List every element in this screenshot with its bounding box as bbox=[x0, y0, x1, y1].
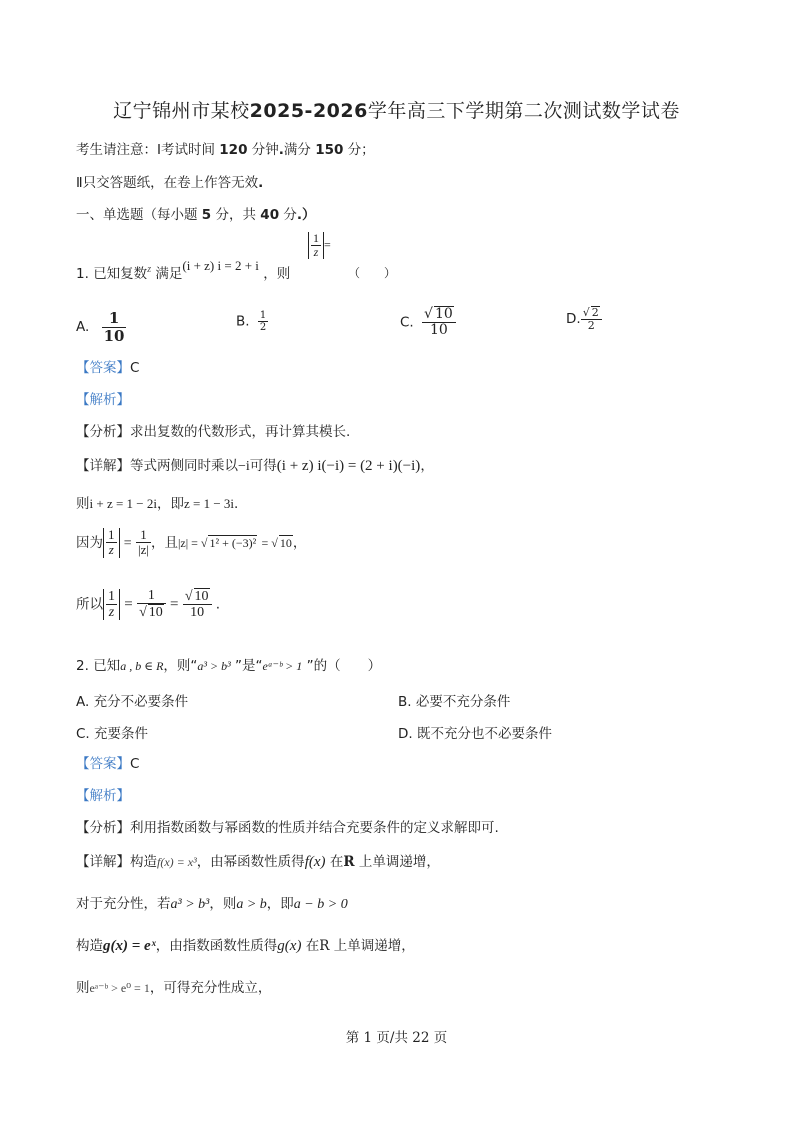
section-heading: 一、单选题（每小题 5 分，共 40 分.） bbox=[76, 207, 316, 223]
q1-option-d: D. $\frac{√ 2}{2}$ bbox=[566, 306, 602, 332]
q1-answer-blank: （ ） bbox=[348, 266, 397, 280]
q2-option-a: A. 充分不必要条件 bbox=[76, 694, 189, 710]
question-1: 1. 已知复数$^z$ 满足(i + z) i = 2 + i ，则 bbox=[76, 258, 291, 282]
q1-option-a: A. $\frac{1}{10}$ bbox=[76, 309, 125, 345]
notice-line-2: Ⅱ只交答题纸，在卷上作答无效. bbox=[76, 175, 264, 191]
q1-option-c: C. $\frac{√ 10}{10}$ bbox=[400, 306, 456, 339]
q2-detail-3: 构造g(x) = eˣ，由指数函数性质得g(x) 在R 上单调递增， bbox=[76, 938, 415, 954]
page-number: 第 1 页/共 22 页 bbox=[345, 1030, 448, 1046]
q2-answer: 【答案】C bbox=[76, 756, 140, 772]
q1-answer: 【答案】C bbox=[76, 360, 140, 376]
q1-condition: (i + z) i = 2 + i bbox=[182, 258, 259, 273]
q2-option-d: D. 既不充分也不必要条件 bbox=[398, 726, 552, 742]
question-2: 2. 已知a , b ∈ R，则“a³ > b³ ”是“eᵃ⁻ᵇ > 1 ”的（ ） bbox=[76, 658, 382, 674]
q1-jiexi: 【解析】 bbox=[76, 392, 130, 408]
q1-abs-frac: $\frac{1}{z}$ = bbox=[308, 232, 331, 259]
q1-option-b: B. $\frac{1}{2}$ bbox=[236, 310, 267, 333]
title-year: 2025-2026 bbox=[249, 100, 368, 122]
q2-option-c: C. 充要条件 bbox=[76, 726, 149, 742]
q2-detail-1: 【详解】构造f(x) = x³，由幂函数性质得f(x) 在R 上单调递增， bbox=[76, 854, 440, 870]
title-school: 辽宁锦州市某校 bbox=[113, 100, 250, 122]
q2-detail-2: 对于充分性，若a³ > b³，则a > b，即a − b > 0 bbox=[76, 896, 348, 912]
page-title bbox=[0, 96, 793, 123]
q1-detail-4: 所以 $\frac{1}{z}$ = $\frac{1}{√ 10}$ = $\frac{√ 10}{10}$ . bbox=[76, 588, 221, 621]
q2-jiexi: 【解析】 bbox=[76, 788, 130, 804]
title-exam: 学年高三下学期第二次测试数学试卷 bbox=[367, 100, 680, 122]
q1-detail-2: 则i + z = 1 − 2i，即z = 1 − 3i. bbox=[76, 496, 239, 512]
q1-detail-3: 因为 $\frac{1}{z}$ = $\frac{1}{|z|}$ ，且|z| = √ 1² + (−3)² = √ 10， bbox=[76, 527, 307, 558]
q2-option-b: B. 必要不充分条件 bbox=[398, 694, 511, 710]
q1-fenxi: 【分析】求出复数的代数形式，再计算其模长. bbox=[76, 424, 351, 440]
q2-detail-4: 则eᵃ⁻ᵇ > e⁰ = 1，可得充分性成立， bbox=[76, 980, 272, 996]
q2-fenxi: 【分析】利用指数函数与幂函数的性质并结合充要条件的定义求解即可. bbox=[76, 820, 499, 836]
q1-detail-1: 【详解】等式两侧同时乘以−i可得(i + z) i(−i) = (2 + i)(−i)， bbox=[76, 458, 434, 474]
notice-line-1: 考生请注意：Ⅰ考试时间 120 分钟.满分 150 分； bbox=[76, 142, 375, 158]
